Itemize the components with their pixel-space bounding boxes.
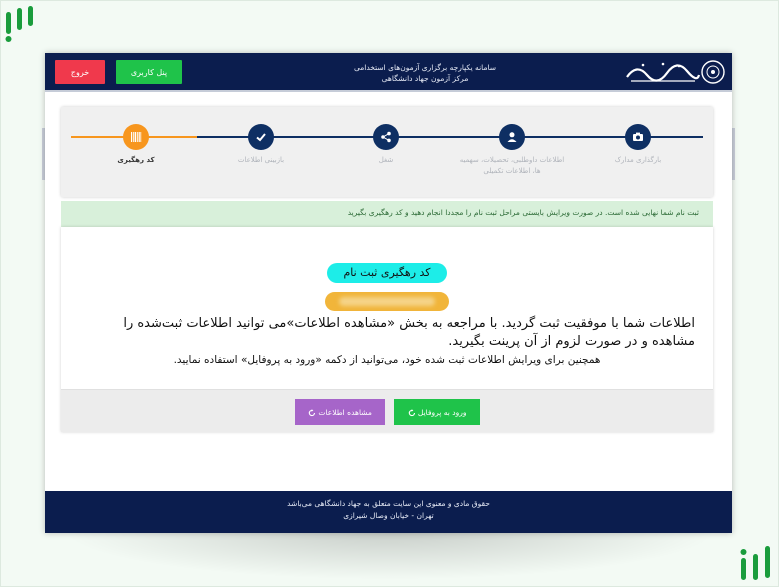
step-job[interactable] <box>373 124 399 150</box>
camera-icon <box>632 131 644 143</box>
enter-profile-label: ورود به پروفایل <box>417 407 467 417</box>
step-review[interactable] <box>248 124 274 150</box>
user-panel-button[interactable]: پنل کاربری <box>116 60 182 84</box>
header-titles <box>325 62 525 84</box>
edit-instruction: همچنین برای ویرایش اطلاعات ثبت شده خود، می‌توانید از دکمه «ورود به پروفایل» استفاده نمایید. <box>173 354 601 366</box>
enter-profile-button[interactable] <box>394 399 480 425</box>
tracking-code-title: کد رهگیری ثبت نام <box>327 263 447 283</box>
corner-logo-icon <box>3 4 39 44</box>
redo-icon <box>308 409 316 417</box>
center-title: مرکز آزمون جهاد دانشگاهی <box>381 74 469 83</box>
barcode-icon <box>130 131 142 143</box>
step-label-job: شغل <box>378 156 394 164</box>
redo-icon <box>408 409 416 417</box>
registration-stepper <box>61 107 713 197</box>
tracking-code-blurred <box>339 297 435 306</box>
site-footer <box>45 491 732 533</box>
finalized-alert: ثبت نام شما نهایی شده است. در صورت ویرایش بایستی مراحل ثبت نام را مجددا انجام دهید و کد رهگیری بگیرید <box>61 201 713 227</box>
user-icon <box>506 131 518 143</box>
side-tab <box>732 128 735 180</box>
success-message: اطلاعات شما با موفقیت ثبت گردید. با مراجعه به بخش «مشاهده اطلاعات»می توانید اطلاعات ثبت‌شده را مشاهده و در صورت لزوم از آن پرینت بگیرید. <box>123 316 695 349</box>
card-actions <box>61 389 713 432</box>
step-tracking-code[interactable] <box>123 124 149 150</box>
exit-button[interactable]: خروج <box>55 60 105 84</box>
check-icon <box>255 131 267 143</box>
corner-logo-icon <box>738 544 776 584</box>
page-shadow <box>60 530 720 580</box>
view-info-button[interactable] <box>295 399 385 425</box>
step-label-review: بازبینی اطلاعات <box>237 156 285 164</box>
jahad-daneshgahi-logo-icon[interactable] <box>623 57 725 87</box>
copyright-text: حقوق مادی و معنوی این سایت متعلق به جهاد دانشگاهی می‌باشد <box>287 499 490 508</box>
view-info-label: مشاهده اطلاعات <box>318 407 372 417</box>
browser-page <box>45 53 732 533</box>
step-label-upload-documents: بارگذاری مدارک <box>614 156 662 164</box>
share-nodes-icon <box>380 131 392 143</box>
step-label-tracking-code: کد رهگیری <box>117 156 155 164</box>
step-upload-documents[interactable] <box>625 124 651 150</box>
step-label-applicant-info: اطلاعات داوطلبی، تحصیلات، سهمیه ها، اطلاعات تکمیلی <box>459 156 565 175</box>
address-text: تهران - خیابان وصال شیرازی <box>343 511 434 520</box>
step-applicant-info[interactable] <box>499 124 525 150</box>
tracking-code-value <box>325 292 449 311</box>
result-card <box>61 227 713 432</box>
system-title: سامانه یکپارچه برگزاری آزمون‌های استخدامی <box>353 63 497 72</box>
header-divider <box>45 90 732 92</box>
site-header <box>45 53 732 90</box>
